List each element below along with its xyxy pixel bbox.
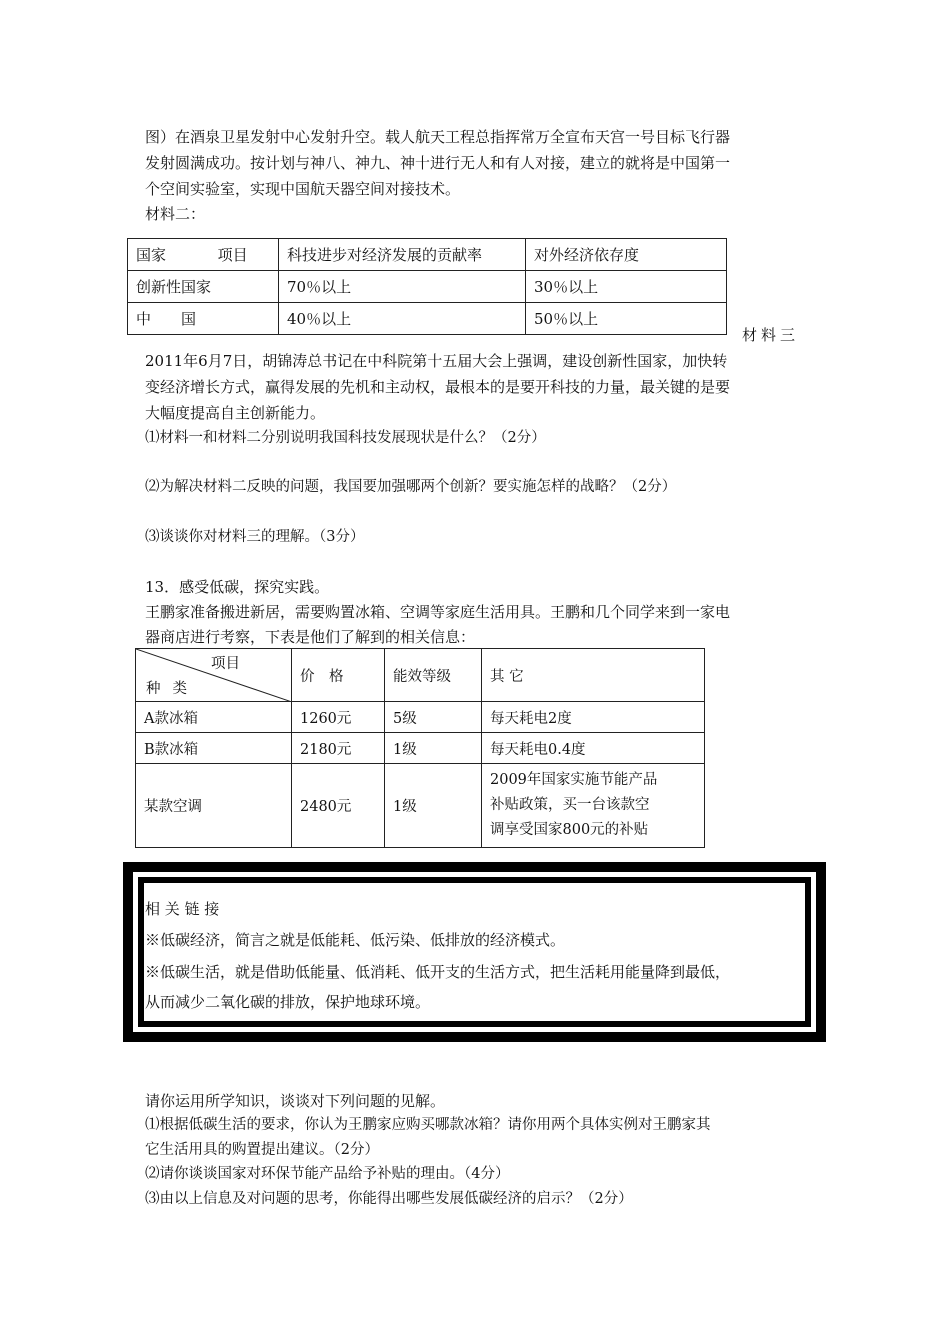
question-1: ⑴材料一和材料二分别说明我国科技发展现状是什么？（2分） — [145, 430, 546, 446]
other-cell — [482, 764, 705, 848]
table-header-cell — [128, 239, 279, 271]
related-links-line-2: ※低碳生活，就是借助低能量、低消耗、低开支的生活方式，把生活耗用能量降到最低， — [145, 963, 731, 981]
question-3: ⑶谈谈你对材料三的理解。（3分） — [145, 529, 365, 545]
level-cell: 5级 — [385, 702, 482, 733]
question-2: ⑵为解决材料二反映的问题，我国要加强哪两个创新？要实施怎样的战略？（2分） — [145, 479, 677, 495]
appliance-table — [135, 648, 705, 848]
table-row — [136, 764, 705, 848]
material2-table — [127, 238, 727, 335]
related-links-frame — [123, 862, 826, 1042]
dependence-cell: 50％以上 — [526, 303, 727, 335]
contribution-cell: 70％以上 — [279, 271, 526, 303]
q13-intro-line-2: 器商店进行考察，下表是他们了解到的相关信息： — [145, 628, 476, 646]
material3-line-2: 变经济增长方式，赢得发展的先机和主动权，最根本的是要开科技的力量，最关键的是要 — [145, 378, 731, 396]
table-row — [128, 303, 727, 335]
table-row — [136, 733, 705, 764]
related-links-line-1: ※低碳经济，简言之就是低能耗、低污染、低排放的经济模式。 — [145, 931, 566, 949]
price-cell: 2180元 — [292, 733, 385, 764]
intro-line-1: 图）在酒泉卫星发射中心发射升空。载人航天工程总指挥常万全宣布天宫一号目标飞行器 — [145, 128, 731, 146]
header-level: 能效等级 — [385, 649, 482, 702]
q13-intro-line-1: 王鹏家准备搬进新居，需要购置冰箱、空调等家庭生活用具。王鹏和几个同学来到一家电 — [145, 603, 731, 621]
header-item: 项目 — [217, 246, 248, 264]
other-line: 2009年国家实施节能产品 — [490, 772, 658, 788]
header-country: 国家 — [136, 246, 167, 264]
q13-question-1b: 它生活用具的购置提出建议。（2分） — [145, 1142, 379, 1158]
kind-cell: 某款空调 — [136, 764, 292, 848]
intro-line-3: 个空间实验室，实现中国航天器空间对接技术。 — [145, 180, 461, 198]
diagonal-header-cell — [136, 649, 292, 702]
intro-line-2: 发射圆满成功。按计划与神八、神九、神十进行无人和有人对接，建立的就将是中国第一 — [145, 154, 731, 172]
level-cell: 1级 — [385, 764, 482, 848]
other-cell: 每天耗电2度 — [482, 702, 705, 733]
material2-label: 材料二： — [145, 205, 206, 223]
material3-line-1: 2011年6月7日，胡锦涛总书记在中科院第十五届大会上强调，建设创新性国家，加快转 — [145, 352, 728, 370]
table-header-row — [136, 649, 705, 702]
price-cell: 1260元 — [292, 702, 385, 733]
country-cell: 创新性国家 — [128, 271, 279, 303]
table-header-row — [128, 239, 727, 271]
q13-prompt: 请你运用所学知识，谈谈对下列问题的见解。 — [145, 1092, 446, 1110]
material3-line-3: 大幅度提高自主创新能力。 — [145, 404, 326, 422]
header-price: 价 格 — [292, 649, 385, 702]
related-links-line-3: 从而减少二氧化碳的排放，保护地球环境。 — [145, 993, 431, 1011]
header-kind: 种类 — [146, 681, 199, 697]
material3-label: 材料三 — [742, 326, 800, 344]
country-cell: 中 国 — [128, 303, 279, 335]
q13-question-1a: ⑴根据低碳生活的要求，你认为王鹏家应购买哪款冰箱？请你用两个具体实例对王鹏家其 — [145, 1117, 711, 1133]
header-item: 项目 — [211, 656, 240, 672]
table-row — [128, 271, 727, 303]
q13-question-2: ⑵请你谈谈国家对环保节能产品给予补贴的理由。（4分） — [145, 1166, 510, 1182]
level-cell: 1级 — [385, 733, 482, 764]
other-line: 调享受国家800元的补贴 — [490, 822, 649, 838]
contribution-cell: 40％以上 — [279, 303, 526, 335]
header-other: 其 它 — [482, 649, 705, 702]
header-contribution: 科技进步对经济发展的贡献率 — [279, 239, 526, 271]
other-line: 补贴政策，买一台该款空 — [490, 797, 650, 813]
q13-title: 13．感受低碳，探究实践。 — [145, 578, 330, 596]
q13-question-3: ⑶由以上信息及对问题的思考，你能得出哪些发展低碳经济的启示？（2分） — [145, 1191, 633, 1207]
kind-cell: A款冰箱 — [136, 702, 292, 733]
table-row — [136, 702, 705, 733]
dependence-cell: 30％以上 — [526, 271, 727, 303]
header-dependence: 对外经济依存度 — [526, 239, 727, 271]
related-links-title: 相 关 链 接 — [145, 900, 220, 918]
price-cell: 2480元 — [292, 764, 385, 848]
other-cell: 每天耗电0.4度 — [482, 733, 705, 764]
kind-cell: B款冰箱 — [136, 733, 292, 764]
